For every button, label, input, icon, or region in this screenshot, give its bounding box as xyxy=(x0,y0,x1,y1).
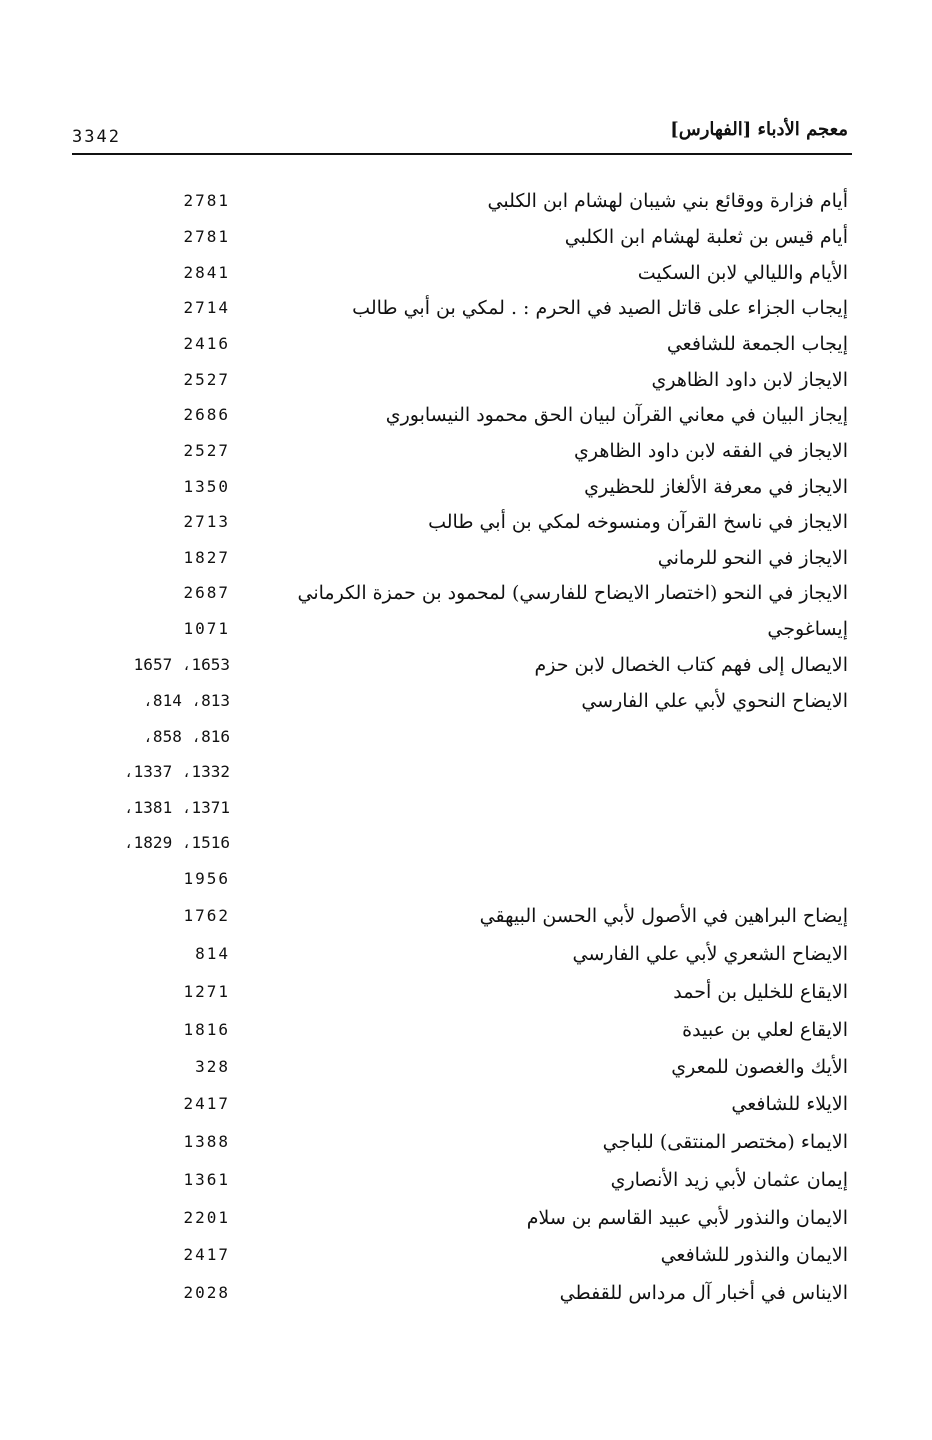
entry-pages: 1762 xyxy=(183,906,230,925)
entry-pages: 328 xyxy=(195,1057,230,1076)
entry-title: إيجاب الجمعة للشافعي xyxy=(666,333,848,355)
entry-pages: 2781 xyxy=(183,227,230,246)
page-number: 3342 xyxy=(72,127,121,147)
entry-pages: ،1337 ،1332 xyxy=(124,762,230,781)
entry-pages: 1350 xyxy=(183,477,230,496)
entry-title: إيضاح البراهين في الأصول لأبي الحسن البيهقي xyxy=(479,905,848,927)
entry-title: إيجاب الجزاء على قاتل الصيد في الحرم : . لمكي بن أبي طالب xyxy=(352,297,848,319)
entry-pages: 2028 xyxy=(183,1283,230,1302)
index-entry xyxy=(0,1127,932,1163)
entry-title: الايجاز في الفقه لابن داود الظاهري xyxy=(573,440,848,462)
index-entry xyxy=(0,543,932,579)
entry-title: الايجاز لابن داود الظاهري xyxy=(651,369,848,391)
entry-pages: 814 xyxy=(195,944,230,963)
entry-pages: 1657 ،1653 xyxy=(133,655,230,674)
entry-pages: 1827 xyxy=(183,548,230,567)
entry-title: الايلاء للشافعي xyxy=(731,1093,848,1115)
entry-title: الأيك والغصون للمعري xyxy=(671,1056,848,1078)
index-entry xyxy=(0,901,932,937)
index-entry xyxy=(0,472,932,508)
entry-pages: 2416 xyxy=(183,334,230,353)
entry-title: إيجاز البيان في معاني القرآن لبيان الحق محمود النيسابوري xyxy=(385,404,848,426)
entry-pages: 2201 xyxy=(183,1208,230,1227)
running-title: معجم الأدباء [الفهارس] xyxy=(670,119,848,140)
index-entry xyxy=(0,614,932,650)
entry-title: إيمان عثمان لأبي زيد الأنصاري xyxy=(610,1169,848,1191)
index-entry xyxy=(0,686,932,722)
entry-pages: 2713 xyxy=(183,512,230,531)
index-entry xyxy=(0,757,932,793)
index-entry xyxy=(0,722,932,758)
index-entry xyxy=(0,400,932,436)
entry-pages: 2687 xyxy=(183,583,230,602)
index-entry xyxy=(0,828,932,864)
entry-title: الايقاع لعلي بن عبيدة xyxy=(682,1019,848,1041)
entry-title: الايجاز في ناسخ القرآن ومنسوخه لمكي بن أبي طالب xyxy=(428,511,848,533)
entry-title: الايمان والنذور لأبي عبيد القاسم بن سلام xyxy=(526,1207,848,1229)
entry-pages: 1271 xyxy=(183,982,230,1001)
entry-title: الايماء (مختصر المنتقى) للباجي xyxy=(602,1131,848,1153)
index-entry xyxy=(0,1240,932,1276)
entry-title: الايجاز في معرفة الألغاز للحظيري xyxy=(584,476,848,498)
index-entry xyxy=(0,1278,932,1314)
index-entry xyxy=(0,939,932,975)
entry-pages: 2417 xyxy=(183,1245,230,1264)
index-entry xyxy=(0,329,932,365)
entry-pages: 2714 xyxy=(183,298,230,317)
entry-pages: 1956 xyxy=(183,869,230,888)
entry-title: الايمان والنذور للشافعي xyxy=(660,1244,848,1266)
index-entry xyxy=(0,436,932,472)
index-entry xyxy=(0,222,932,258)
index-entry xyxy=(0,1165,932,1201)
entry-title: أيام قيس بن ثعلبة لهشام ابن الكلبي xyxy=(564,226,848,248)
index-entry xyxy=(0,186,932,222)
index-entry xyxy=(0,293,932,329)
index-entry xyxy=(0,1203,932,1239)
entry-title: الايقاع للخليل بن أحمد xyxy=(673,981,848,1003)
entry-pages: ،858 ،816 xyxy=(143,727,230,746)
entry-pages: ،1381 ،1371 xyxy=(124,798,230,817)
entry-pages: 1388 xyxy=(183,1132,230,1151)
entry-title: الايصال إلى فهم كتاب الخصال لابن حزم xyxy=(534,654,848,676)
index-entry xyxy=(0,977,932,1013)
entry-pages: 1071 xyxy=(183,619,230,638)
entry-title: الايضاح الشعري لأبي علي الفارسي xyxy=(572,943,848,965)
index-entry xyxy=(0,578,932,614)
index-entry xyxy=(0,1052,932,1088)
entry-title: إيساغوجي xyxy=(767,618,848,640)
index-entry xyxy=(0,258,932,294)
entry-title: الايضاح النحوي لأبي علي الفارسي xyxy=(581,690,848,712)
entry-pages: 2527 xyxy=(183,441,230,460)
entry-pages: 2841 xyxy=(183,263,230,282)
entry-pages: 1361 xyxy=(183,1170,230,1189)
entry-pages: 2417 xyxy=(183,1094,230,1113)
index-entry xyxy=(0,793,932,829)
entry-pages: ،1829 ،1516 xyxy=(124,833,230,852)
entry-pages: 2781 xyxy=(183,191,230,210)
entry-pages: 2686 xyxy=(183,405,230,424)
index-entry xyxy=(0,650,932,686)
entry-title: الأيام والليالي لابن السكيت xyxy=(637,262,848,284)
index-entry xyxy=(0,365,932,401)
index-entry xyxy=(0,507,932,543)
entry-title: الايناس في أخبار آل مرداس للقفطي xyxy=(559,1282,848,1304)
entry-title: أيام فزارة ووقائع بني شيبان لهشام ابن الكلبي xyxy=(487,190,848,212)
entry-pages: 1816 xyxy=(183,1020,230,1039)
index-entry xyxy=(0,864,932,900)
entry-pages: ،814 ،813 xyxy=(143,691,230,710)
entry-title: الايجاز في النحو (اختصار الايضاح للفارسي) لمحمود بن حمزة الكرماني xyxy=(297,582,848,604)
index-entry xyxy=(0,1015,932,1051)
entry-pages: 2527 xyxy=(183,370,230,389)
index-entry xyxy=(0,1089,932,1125)
entry-title: الايجاز في النحو للرماني xyxy=(657,547,848,569)
